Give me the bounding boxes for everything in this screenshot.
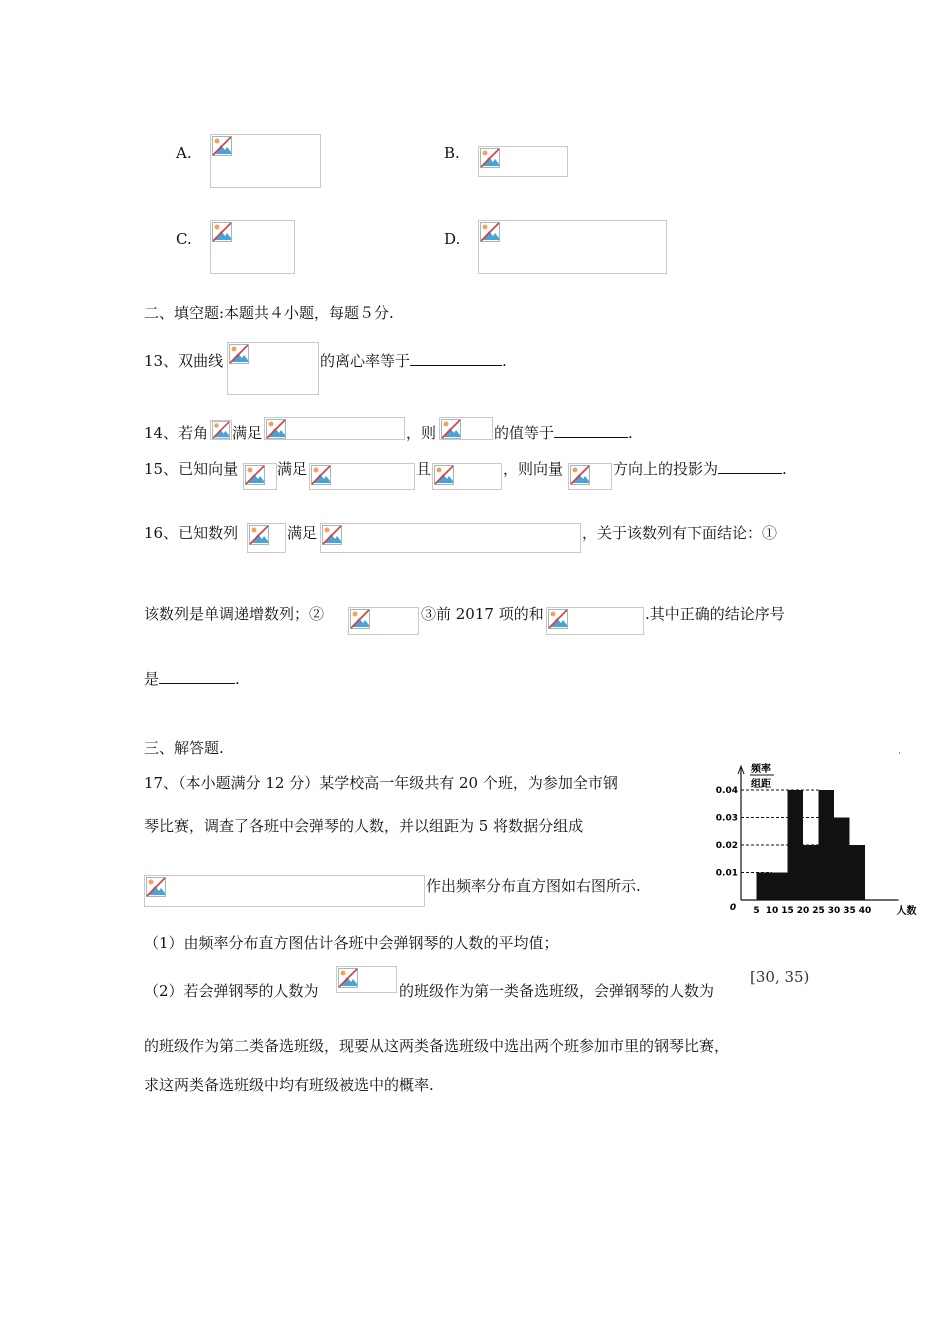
q14-t2: ，则	[406, 424, 437, 442]
option-d-image	[478, 220, 667, 274]
q17-interval1-image	[336, 966, 397, 993]
broken-image-icon	[212, 222, 232, 242]
option-b-image	[478, 146, 568, 177]
q13-text: 的离心率等于 .	[320, 352, 507, 370]
broken-image-icon	[441, 419, 461, 439]
q16-line3: 是 .	[144, 670, 240, 688]
broken-image-icon	[212, 136, 232, 156]
q16-answer-blank[interactable]	[159, 669, 235, 684]
q15-direction-image	[568, 463, 612, 490]
broken-image-icon	[229, 344, 249, 364]
broken-image-icon	[322, 525, 342, 545]
q17-part1: （1）由频率分布直方图估计各班中会弹钢琴的人数的平均值；	[144, 934, 559, 952]
y-axis-label-top: 频率	[751, 764, 771, 775]
q15-text: 方向上的投影为 .	[613, 460, 787, 478]
q16-t1: 满足	[287, 524, 318, 542]
histogram-bar	[803, 845, 819, 900]
q15-number: 15、已知向量	[144, 460, 239, 478]
q15-condition1-image	[309, 463, 415, 490]
section-2-heading: 二、填空题:本题共４小题，每题５分.	[144, 304, 394, 322]
option-c-image	[210, 220, 295, 274]
q14-angle-image	[210, 420, 232, 440]
q17-line1: 17、（本小题满分 12 分）某学校高一年级共有 20 个班，为参加全市钢	[144, 774, 618, 792]
q16-t2: ，关于该数列有下面结论：①	[582, 524, 778, 542]
broken-image-icon	[480, 222, 500, 242]
origin-label: 0	[729, 903, 737, 913]
q16-line2c: .其中正确的结论序号	[645, 605, 785, 623]
y-axis-label-bottom: 组距	[751, 779, 771, 790]
x-tick-label: 30	[827, 906, 841, 916]
x-tick-label: 35	[843, 906, 856, 916]
q15-t3: ，则向量	[503, 460, 564, 478]
histogram-bar	[757, 873, 773, 901]
broken-image-icon	[548, 609, 568, 629]
x-tick-label: 5	[753, 906, 760, 916]
x-tick-label: 10	[765, 906, 779, 916]
y-tick-label: 0.04	[715, 786, 738, 796]
q13-formula-image	[227, 342, 319, 395]
broken-image-icon	[249, 525, 269, 545]
broken-image-icon	[350, 609, 370, 629]
x-axis-label: 人数	[896, 906, 917, 917]
q13-answer-blank[interactable]	[410, 351, 502, 366]
option-a-label: A.	[176, 144, 192, 162]
y-tick-label: 0.02	[715, 841, 738, 851]
q15-vectors-image	[243, 463, 277, 490]
option-d-label: D.	[444, 230, 461, 248]
q17-part2a: （2）若会弹钢琴的人数为	[144, 982, 319, 1000]
q17-interval2: [30, 35)	[750, 968, 810, 986]
q17-groups-image	[144, 875, 425, 907]
y-tick-label: 0.03	[715, 813, 738, 824]
q17-part2b: 的班级作为第一类备选班级，会弹钢琴的人数为	[399, 982, 715, 1000]
q17-line3: 作出频率分布直方图如右图所示.	[426, 877, 641, 895]
q15-t1: 满足	[277, 460, 308, 478]
broken-image-icon	[146, 877, 166, 897]
q17-line2: 琴比赛，调查了各班中会弹琴的人数，并以组距为 5 将数据分组成	[144, 817, 584, 835]
q16-conclusion2-image	[348, 607, 419, 635]
q16-line2b: ③前 2017 项的和	[421, 605, 544, 623]
q14-text: 的值等于 .	[494, 424, 633, 442]
q13-number: 13、双曲线	[144, 352, 224, 370]
option-b-label: B.	[444, 144, 460, 162]
y-tick-label: 0.01	[715, 868, 738, 879]
frequency-histogram	[715, 760, 917, 922]
section-3-heading: 三、解答题.	[144, 739, 224, 757]
x-tick-label: 15	[781, 906, 794, 916]
q15-condition2-image	[432, 463, 502, 490]
q14-number: 14、若角	[144, 424, 209, 442]
q15-t2: 且	[416, 460, 432, 478]
q14-answer-blank[interactable]	[554, 423, 628, 438]
q17-line6: 求这两类备选班级中均有班级被选中的概率.	[144, 1076, 434, 1094]
broken-image-icon	[245, 465, 265, 485]
q14-t1: 满足	[232, 424, 263, 442]
x-tick-label: 20	[796, 906, 810, 916]
option-a-image	[210, 134, 321, 188]
broken-image-icon	[480, 148, 500, 168]
q17-line5: 的班级作为第二类备选班级，现要从这两类备选班级中选出两个班参加市里的钢琴比赛，	[144, 1037, 730, 1055]
x-tick-label: 40	[858, 906, 872, 916]
histogram-bar	[850, 845, 866, 900]
x-tick-label: 25	[812, 906, 825, 916]
q14-expression-image	[439, 417, 493, 440]
q16-line2a: 该数列是单调递增数列；②	[144, 605, 325, 623]
q16-sum-image	[546, 607, 644, 635]
broken-image-icon	[211, 421, 231, 439]
option-c-label: C.	[176, 230, 192, 248]
stray-mark: ˙	[897, 752, 902, 763]
broken-image-icon	[266, 419, 286, 439]
broken-image-icon	[570, 465, 590, 485]
broken-image-icon	[311, 465, 331, 485]
q16-number: 16、已知数列	[144, 524, 239, 542]
broken-image-icon	[434, 465, 454, 485]
q16-sequence-image	[247, 523, 286, 553]
histogram-bar	[788, 790, 804, 900]
q15-answer-blank[interactable]	[718, 459, 782, 474]
histogram-bar	[772, 873, 788, 901]
histogram-bar	[834, 818, 850, 901]
q14-condition-image	[264, 417, 405, 440]
broken-image-icon	[338, 968, 358, 988]
q16-recurrence-image	[320, 523, 581, 553]
